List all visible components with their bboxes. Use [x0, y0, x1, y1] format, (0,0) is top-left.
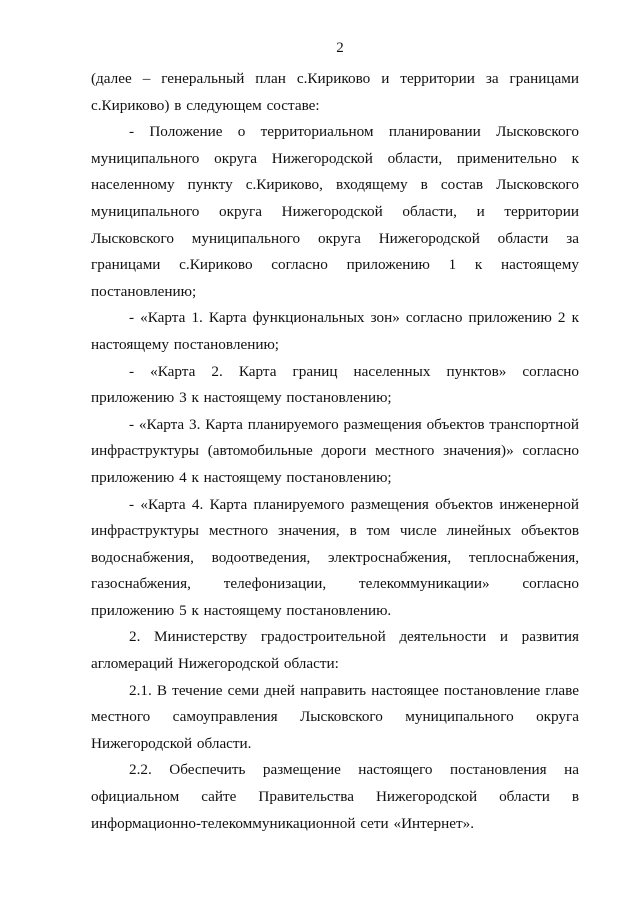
paragraph-point-2-2: 2.2. Обеспечить размещение настоящего постановления на официальном сайте Правительства Нижегородской области в информационно-телекоммуникационной сети «Интернет». [91, 761, 579, 832]
list-item-map-1: - «Карта 1. Карта функциональных зон» согласно приложению 2 к настоящему постановлению; [91, 309, 579, 353]
page-number: 2 [336, 40, 344, 56]
list-item-regulation: - Положение о территориальном планировании Лысковского муниципального округа Нижегородской области, применительно к населенному пункту с.Кириково, входящему в состав Лысковского муниципального округа Нижегородской области, и территории Лысковского муниципального округа Нижегородской области за границами с.Кириково согласно приложению 1 к настоящему постановлению; [91, 123, 579, 300]
paragraph-point-2: 2. Министерству градостроительной деятельности и развития агломераций Нижегородской области: [91, 628, 579, 673]
list-item-map-3: - «Карта 3. Карта планируемого размещения объектов транспортной инфраструктуры (автомобильные дороги местного значения)» согласно приложению 4 к настоящему постановлению; [91, 415, 579, 486]
list-item-map-4: - «Карта 4. Карта планируемого размещения объектов инженерной инфраструктуры местного значения, в том числе линейных объектов водоснабжения, водоотведения, электроснабжения, теплоснабжения, газоснабжения, телефонизации, телекоммуникации» согласно приложению 5 к настоящему постановлению. [91, 495, 579, 619]
list-item-map-2: - «Карта 2. Карта границ населенных пунктов» согласно приложению 3 к настоящему постановлению; [91, 362, 579, 407]
paragraph-point-2-1: 2.1. В течение семи дней направить настоящее постановление главе местного самоуправления Лысковского муниципального округа Нижегородской области. [91, 681, 579, 752]
paragraph-intro: (далее – генеральный план с.Кириково и территории за границами с.Кириково) в следующем составе: [91, 70, 579, 114]
